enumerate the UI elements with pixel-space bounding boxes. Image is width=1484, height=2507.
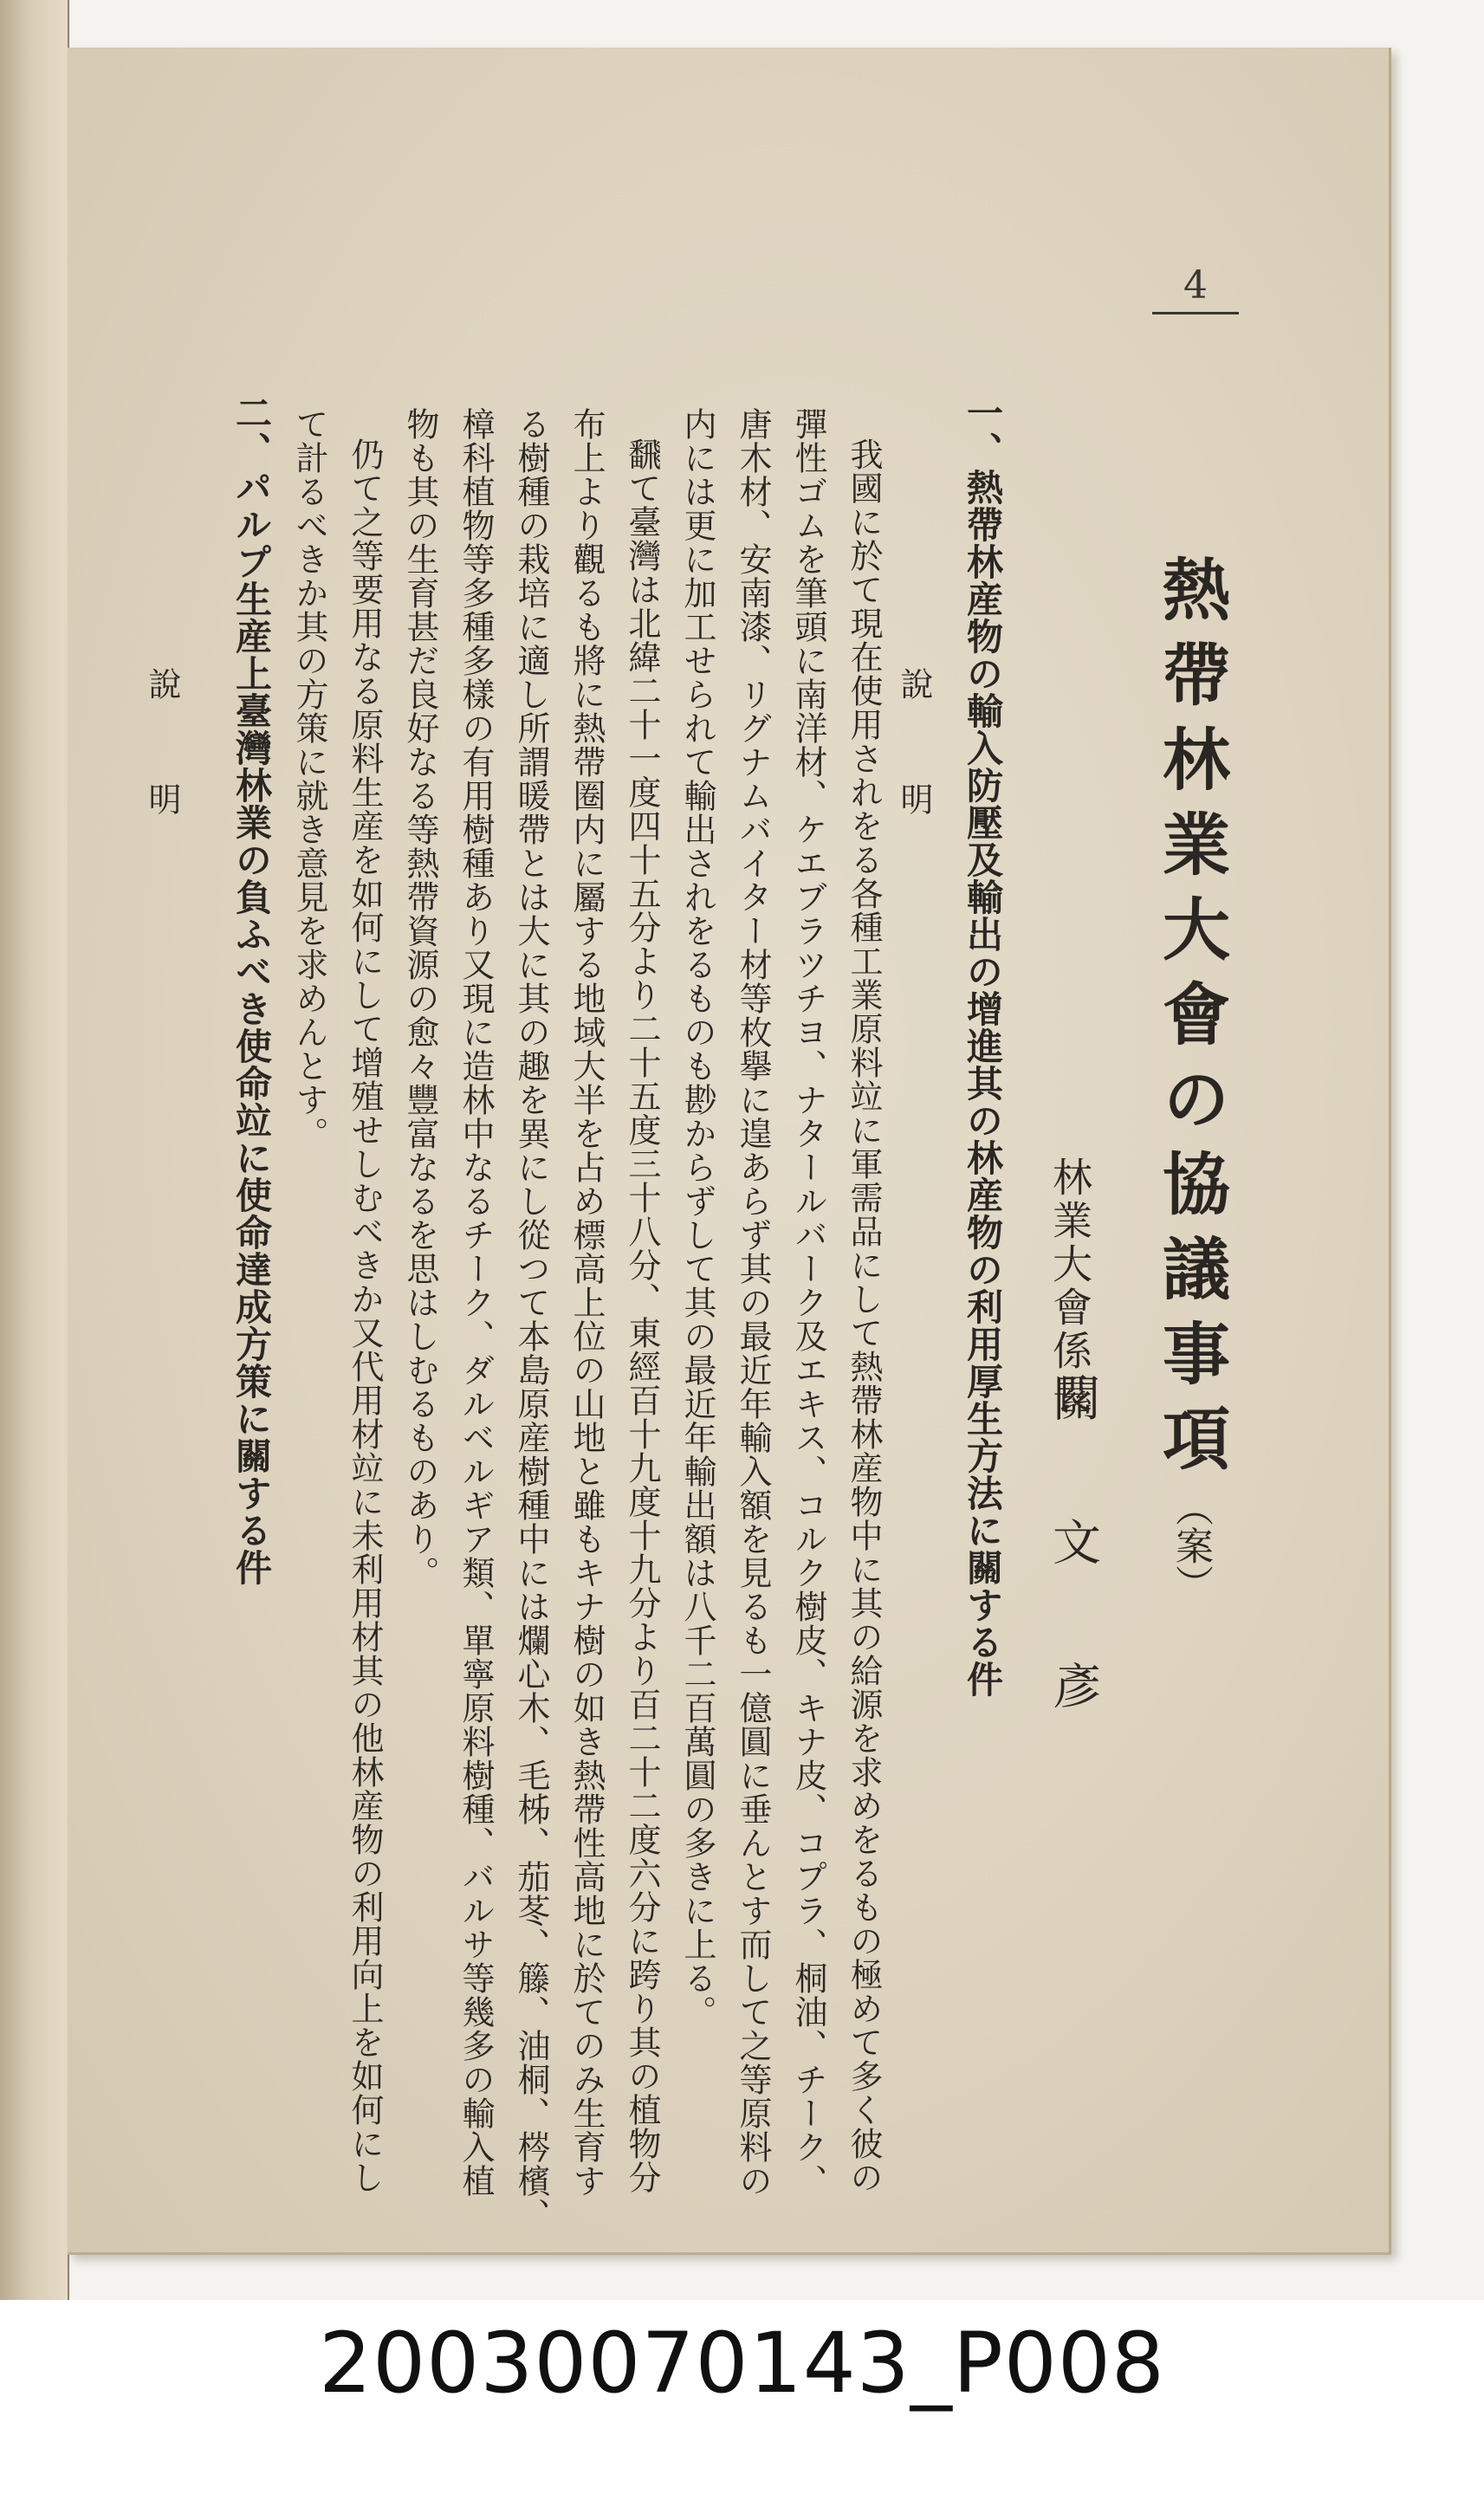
section-1-line-4: 内には更に加工せられて輸出されをるものも尠からずして其の最近年輸出額は八千二百萬圓の多きに上る。 <box>678 407 716 2029</box>
section-1-line-1: 我國に於て現在使用されをる各種工業原料竝に軍需品にして熱帶林産物中に其の給源を求めをるもの極めて多く彼の <box>845 437 883 2194</box>
section-1-line-2: 彈性ゴムを筆頭に南洋材、ケエブラツチヨ、ナタールバーク及エキス、コルク樹皮、キナ皮、コプラ、桐油、チーク、 <box>789 407 827 2198</box>
previous-page-edge <box>0 0 69 2300</box>
section-1-line-5: 飜て臺灣は北緯二十一度四十五分より二十五度三十八分、東經百十九度十九分より百二十二度六分に跨り其の植物分 <box>623 437 661 2194</box>
section-1-line-8: 樟科植物等多種多樣の有用樹種あり又現に造林中なるチーク、ダルベルギア類、單寧原料樹種、バルサ等幾多の輸入植 <box>457 407 495 2198</box>
image-caption-id: 20030070143_P008 <box>319 2315 1165 2412</box>
title-text: 熱帶林業大會の協議事項 <box>1151 554 1230 1488</box>
title-note: （案） <box>1169 1488 1213 1603</box>
section-1-line-9: 物も其の生育甚だ良好なる等熱帶資源の愈々豐富なるを思はしむるものあり。 <box>401 407 439 1590</box>
section-1-line-7: る樹種の栽培に適し所謂暖帶とは大に其の趣を異にし從つて本島原産樹種中には爛心木、毛柹、茄苳、籐、油桐、梣檳、 <box>512 407 550 2232</box>
section-1-label: 說明 <box>895 667 933 897</box>
section-2-heading: 二、パルプ生産上臺灣林業の負ふべき使命竝に使命達成方策に關する件 <box>230 394 273 1586</box>
author-name: 關文彥 <box>1045 1373 1101 1804</box>
section-2-label: 說明 <box>143 667 181 897</box>
page-number: 4 <box>1152 260 1239 314</box>
section-1-line-3: 唐木材、安南漆、リグナムバイター材等枚擧に遑あらず其の最近年輸入額を見るも一億圓に垂んとす而して之等原料の <box>734 407 772 2198</box>
section-1-line-11: て計るべきか其の方策に就き意見を求めんとす。 <box>290 407 328 1150</box>
section-1-heading: 一、熱帶林産物の輸入防壓及輸出の增進其の林産物の利用厚生方法に關する件 <box>962 394 1004 1698</box>
section-1-line-6: 布上より觀るも將に熱帶圈内に屬する地域大半を占め標高上位の山地と雖もキナ樹の如き熱帶性高地に於てのみ生育す <box>567 407 606 2198</box>
author-role: 林業大會係長 <box>1047 1156 1093 1416</box>
section-1-line-10: 仍て之等要用なる原料生産を如何にして增殖せしむべきか又代用材竝に未利用材其の他林産物の利用向上を如何にし <box>346 437 384 2194</box>
document-title <box>1142 554 1239 1603</box>
